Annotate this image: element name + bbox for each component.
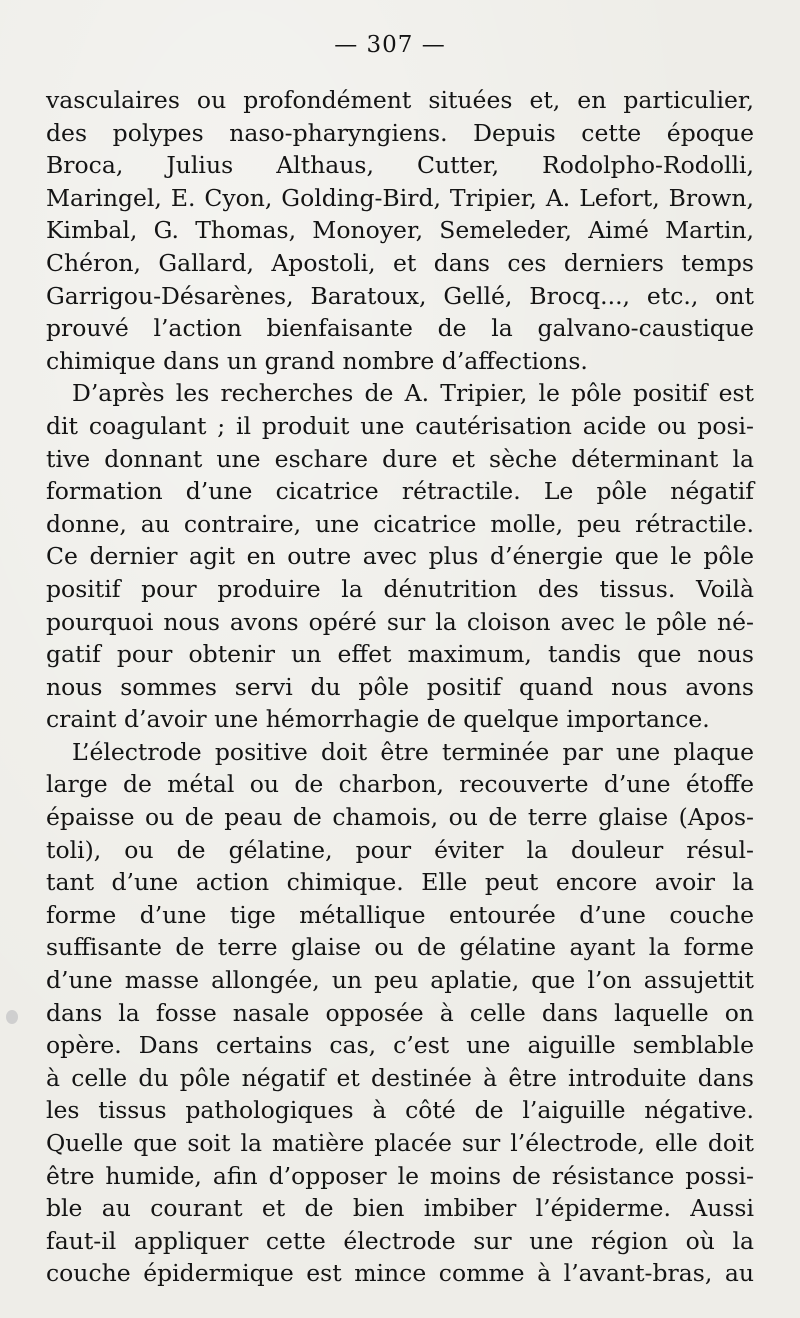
text-line: pourquoi nous avons opéré sur la cloison avec le pôle né- [46, 607, 754, 636]
text-line: épaisse ou de peau de chamois, ou de terre glaise (Apos- [46, 803, 754, 832]
paragraph-first-line: D’après les recherches de A. Tripier, le pôle positif est [72, 379, 754, 408]
text-line: formation d’une cicatrice rétractile. Le pôle négatif [46, 477, 754, 506]
text-line: à celle du pôle négatif et destinée à être introduite dans [46, 1063, 754, 1092]
text-line: Ce dernier agit en outre avec plus d’énergie que le pôle [46, 542, 754, 571]
text-line: Kimbal, G. Thomas, Monoyer, Semeleder, Aimé Martin, [46, 216, 754, 245]
paper-speck [6, 1010, 18, 1024]
text-line: prouvé l’action bienfaisante de la galvano-caustique [46, 314, 754, 343]
text-line: suffisante de terre glaise ou de gélatine ayant la forme [46, 933, 754, 962]
text-body [46, 84, 754, 1290]
text-line: couche épidermique est mince comme à l’avant-bras, au [46, 1259, 754, 1288]
text-line: tant d’une action chimique. Elle peut encore avoir la [46, 868, 754, 897]
text-line: toli), ou de gélatine, pour éviter la douleur résul- [46, 835, 754, 864]
page-number: — 307 — [334, 32, 446, 58]
text-line: donne, au contraire, une cicatrice molle, peu rétractile. [46, 509, 754, 538]
text-line: nous sommes servi du pôle positif quand nous avons [46, 672, 754, 701]
text-line: les tissus pathologiques à côté de l’aiguille négative. [46, 1096, 754, 1125]
text-line: positif pour produire la dénutrition des tissus. Voilà [46, 574, 754, 603]
text-line: Chéron, Gallard, Apostoli, et dans ces derniers temps [46, 248, 754, 277]
text-line: large de métal ou de charbon, recouverte d’une étoffe [46, 770, 754, 799]
text-line: vasculaires ou profondément situées et, en particulier, [46, 86, 754, 114]
text-line: Garrigou-Désarènes, Baratoux, Gellé, Brocq..., etc., ont [46, 281, 754, 310]
text-line: Maringel, E. Cyon, Golding-Bird, Tripier, A. Lefort, Brown, [46, 183, 754, 212]
text-line: opère. Dans certains cas, c’est une aiguille semblable [46, 1031, 754, 1060]
text-line: ble au courant et de bien imbiber l’épiderme. Aussi [46, 1194, 754, 1223]
text-line: craint d’avoir une hémorrhagie de quelque importance. [46, 705, 710, 734]
text-line: d’une masse allongée, un peu aplatie, que l’on assujettit [46, 966, 754, 995]
text-line: tive donnant une eschare dure et sèche déterminant la [46, 444, 754, 473]
text-line: faut-il appliquer cette électrode sur une région où la [46, 1226, 754, 1255]
text-line: forme d’une tige métallique entourée d’une couche [46, 900, 754, 929]
text-line: dans la fosse nasale opposée à celle dans laquelle on [46, 998, 754, 1027]
text-line: des polypes naso-pharyngiens. Depuis cette époque [46, 118, 754, 147]
text-line: dit coagulant ; il produit une cautérisation acide ou posi- [46, 411, 754, 440]
text-line: Quelle que soit la matière placée sur l’électrode, elle doit [46, 1129, 754, 1157]
text-line: gatif pour obtenir un effet maximum, tandis que nous [46, 640, 754, 669]
text-line: chimique dans un grand nombre d’affections. [46, 346, 588, 375]
paragraph-first-line: L’électrode positive doit être terminée par une plaque [72, 737, 754, 766]
text-line: Broca, Julius Althaus, Cutter, Rodolpho-Rodolli, [46, 151, 754, 180]
text-line: être humide, afin d’opposer le moins de résistance possi- [46, 1161, 754, 1190]
